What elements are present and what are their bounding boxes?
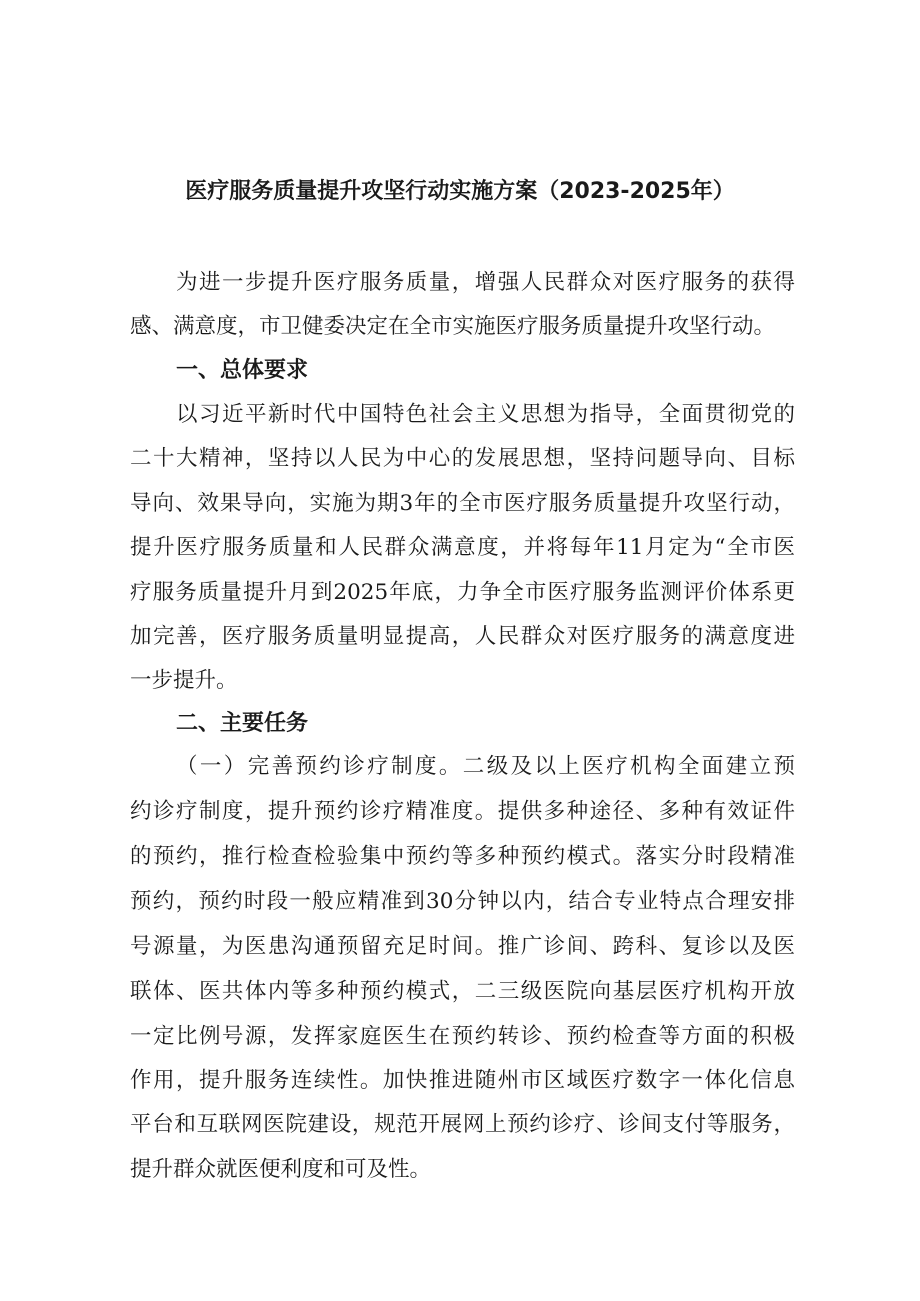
section1-line-3: 导向、效果导向，实施为期3年的全市医疗服务质量提升攻坚行动， <box>130 491 795 516</box>
section2-line-3: 的预约，推行检查检验集中预约等多种预约模式。落实分时段精准 <box>130 844 795 869</box>
section2-line-1: （一）完善预约诊疗制度。二级及以上医疗机构全面建立预 <box>176 754 795 779</box>
section1-line-2: 二十大精神，坚持以人民为中心的发展思想，坚持问题导向、目标 <box>130 446 795 471</box>
section2-line-4: 预约，预约时段一般应精准到30分钟以内，结合专业特点合理安排 <box>130 889 795 914</box>
document-title: 医疗服务质量提升攻坚行动实施方案（2023-2025年） <box>185 179 735 204</box>
section1-line-4: 提升医疗服务质量和人民群众满意度，并将每年11月定为“全市医 <box>130 535 795 560</box>
intro-line-2: 感、满意度，市卫健委决定在全市实施医疗服务质量提升攻坚行动。 <box>130 314 776 339</box>
section2-line-8: 作用，提升服务连续性。加快推进随州市区域医疗数字一体化信息 <box>130 1068 795 1093</box>
section1-line-1: 以习近平新时代中国特色社会主义思想为指导，全面贯彻党的 <box>176 402 795 427</box>
section1-line-6: 加完善，医疗服务质量明显提高，人民群众对医疗服务的满意度进 <box>130 624 795 649</box>
intro-line-1: 为进一步提升医疗服务质量，增强人民群众对医疗服务的获得 <box>176 270 795 295</box>
section2-line-9: 平台和互联网医院建设，规范开展网上预约诊疗、诊间支付等服务， <box>130 1112 795 1137</box>
section2-line-6: 联体、医共体内等多种预约模式，二三级医院向基层医疗机构开放 <box>130 979 795 1004</box>
section2-line-10: 提升群众就医便利度和可及性。 <box>130 1157 432 1182</box>
section2-line-5: 号源量，为医患沟通预留充足时间。推广诊间、跨科、复诊以及医 <box>130 934 795 959</box>
section2-line-2: 约诊疗制度，提升预约诊疗精准度。提供多种途径、多种有效证件 <box>130 799 795 824</box>
section2-line-7: 一定比例号源，发挥家庭医生在预约转诊、预约检查等方面的积极 <box>130 1024 795 1049</box>
section1-line-5: 疗服务质量提升月到2025年底，力争全市医疗服务监测评价体系更 <box>130 580 795 605</box>
section-heading-general-requirements: 一、总体要求 <box>176 358 309 383</box>
section-heading-main-tasks: 二、主要任务 <box>176 711 309 736</box>
section1-line-7: 一步提升。 <box>130 668 238 693</box>
